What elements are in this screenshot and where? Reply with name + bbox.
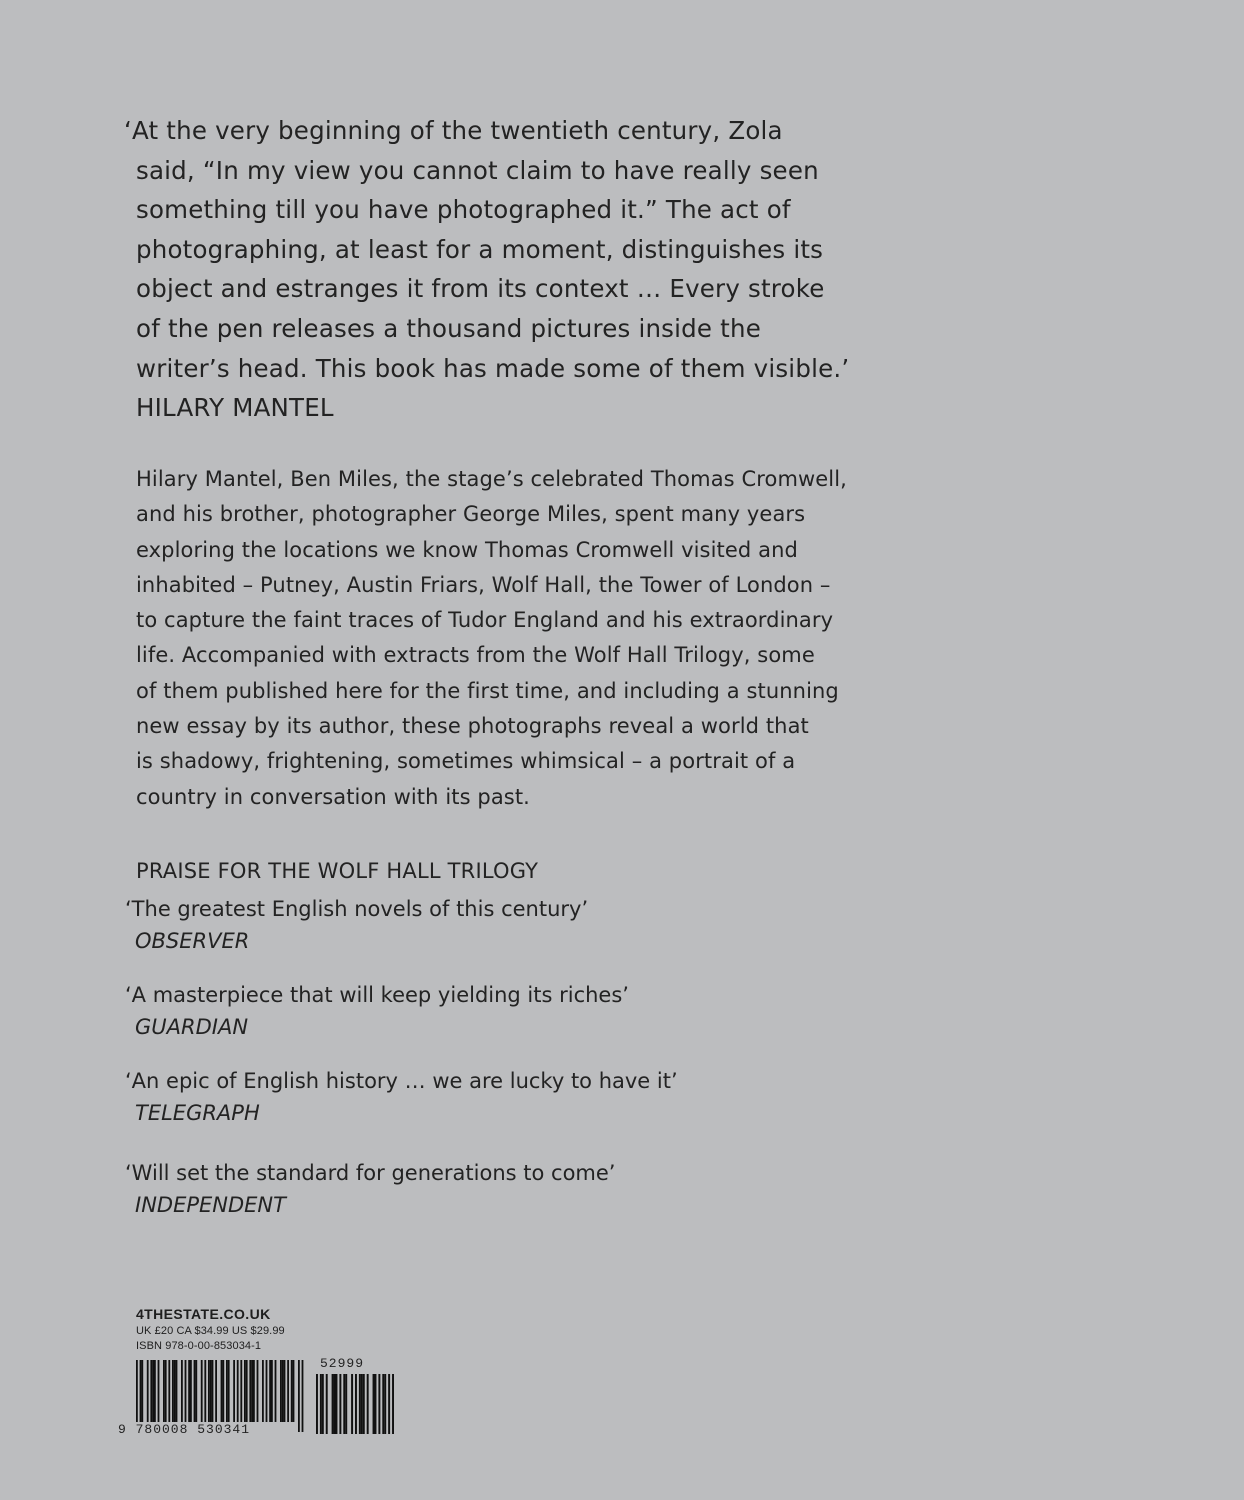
description-line: and his brother, photographer George Miles, spent many years	[136, 502, 806, 527]
praise-source: OBSERVER	[135, 929, 250, 953]
retail-info	[136, 1304, 285, 1354]
barcode-bar	[384, 1374, 386, 1434]
barcode-bar	[320, 1374, 322, 1434]
barcode-bar	[392, 1374, 394, 1434]
praise-item	[125, 893, 825, 957]
barcode-bar	[322, 1374, 324, 1434]
pull-quote-line: ‘At the very beginning of the twentieth century, Zola	[124, 116, 783, 145]
description-line: of them published here for the first time, and including a stunning	[136, 678, 839, 703]
praise-quote: ‘The greatest English novels of this century’	[125, 897, 589, 921]
isbn-line: ISBN 978-0-00-853034-1	[136, 1340, 262, 1352]
pull-quote	[124, 111, 904, 428]
praise-source: GUARDIAN	[135, 1015, 249, 1039]
pull-quote-line: object and estranges it from its context … Every stroke	[136, 274, 825, 304]
description-line: life. Accompanied with extracts from the Wolf Hall Trilogy, some	[136, 643, 815, 668]
barcode-addon-digits: 52999	[320, 1356, 365, 1371]
barcode-bar	[373, 1374, 375, 1434]
pull-quote-author: HILARY MANTEL	[136, 393, 334, 423]
barcode	[118, 1356, 408, 1442]
praise-source: INDEPENDENT	[135, 1193, 286, 1217]
barcode-bar	[355, 1374, 357, 1434]
barcode-bar	[332, 1374, 334, 1434]
description	[136, 462, 896, 815]
barcode-bar	[378, 1374, 380, 1434]
barcode-bar	[359, 1374, 361, 1434]
praise-source: TELEGRAPH	[135, 1101, 260, 1125]
description-line: Hilary Mantel, Ben Miles, the stage’s celebrated Thomas Cromwell,	[136, 467, 847, 491]
barcode-bar	[361, 1374, 363, 1434]
barcode-bar	[339, 1374, 341, 1434]
barcode-bar	[382, 1374, 384, 1434]
barcode-bar	[351, 1374, 353, 1434]
barcode-main-digits: 9 780008 530341	[118, 1422, 298, 1438]
barcode-bar	[388, 1374, 390, 1434]
barcode-bar	[302, 1360, 304, 1432]
description-line: country in conversation with its past.	[136, 784, 530, 809]
pull-quote-line: photographing, at least for a moment, distinguishes its	[136, 234, 824, 264]
description-line: is shadowy, frightening, sometimes whimsical – a portrait of a	[136, 749, 796, 774]
description-line: to capture the faint traces of Tudor England and his extraordinary	[136, 608, 834, 633]
praise-quote: ‘An epic of English history … we are lucky to have it’	[125, 1069, 678, 1093]
barcode-bar	[316, 1374, 318, 1434]
praise-item	[125, 1157, 825, 1221]
barcode-bar	[326, 1374, 328, 1434]
praise-quote: ‘A masterpiece that will keep yielding its riches’	[125, 983, 629, 1007]
description-line: inhabited – Putney, Austin Friars, Wolf Hall, the Tower of London –	[136, 572, 831, 597]
praise-item	[125, 979, 825, 1043]
praise-quote: ‘Will set the standard for generations to come’	[125, 1161, 616, 1185]
barcode-bar	[298, 1360, 300, 1432]
barcode-bar	[363, 1374, 365, 1434]
barcode-bar	[375, 1374, 377, 1434]
barcode-bar	[343, 1374, 345, 1434]
pull-quote-line: said, “In my view you cannot claim to have really seen	[136, 155, 819, 185]
pull-quote-line: something till you have photographed it.” The act of	[136, 195, 791, 225]
price-line: UK £20 CA $34.99 US $29.99	[136, 1325, 285, 1337]
barcode-bar	[367, 1374, 369, 1434]
barcode-bar	[336, 1374, 338, 1434]
praise-item	[125, 1065, 825, 1129]
barcode-bar	[345, 1374, 347, 1434]
praise-heading: PRAISE FOR THE WOLF HALL TRILOGY	[136, 859, 539, 883]
description-line: exploring the locations we know Thomas Cromwell visited and	[136, 537, 798, 562]
publisher-website: 4THESTATE.CO.UK	[136, 1306, 271, 1322]
description-line: new essay by its author, these photographs reveal a world that	[136, 714, 809, 739]
pull-quote-line: writer’s head. This book has made some of them visible.’	[136, 353, 850, 383]
pull-quote-line: of the pen releases a thousand pictures inside the	[136, 313, 761, 343]
barcode-bar	[334, 1374, 336, 1434]
